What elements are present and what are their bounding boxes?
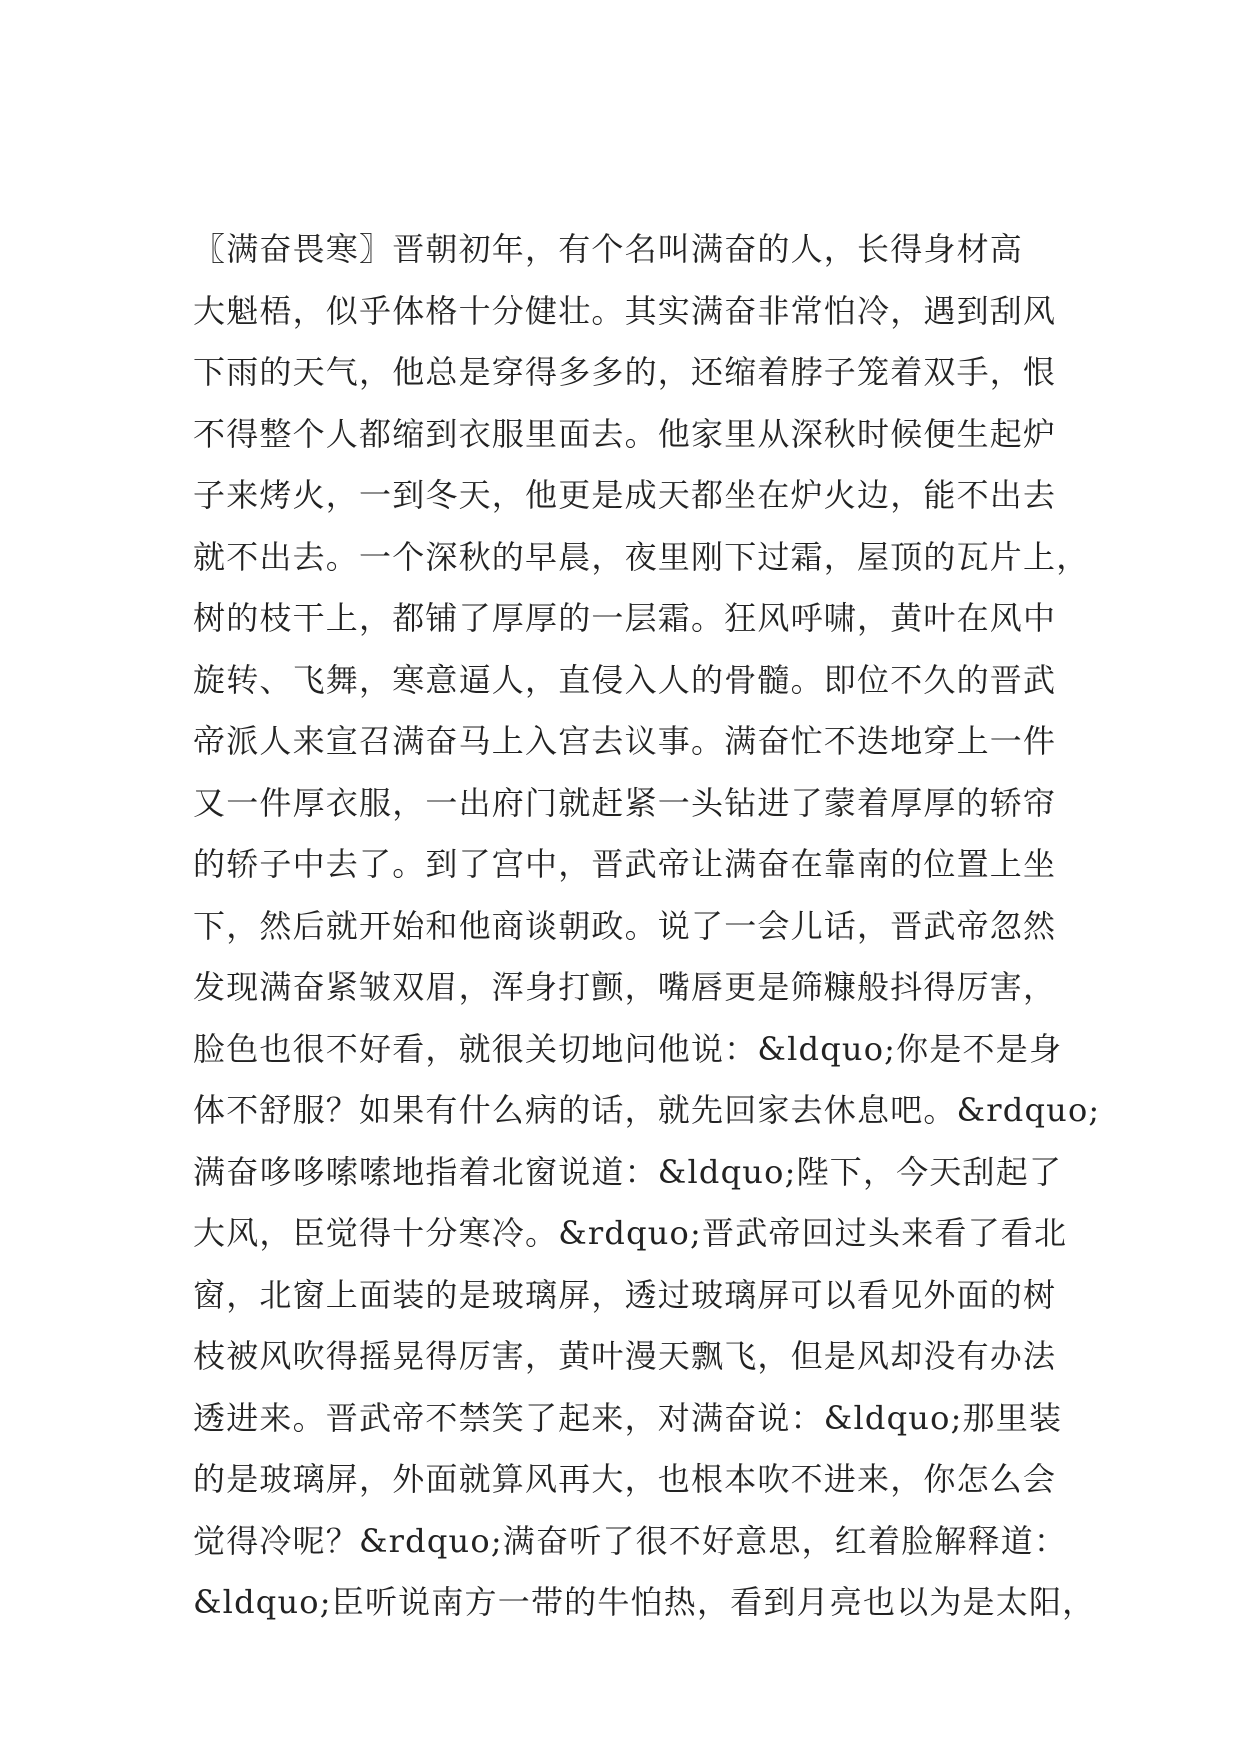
text-line: 子来烤火，一到冬天，他更是成天都坐在炉火边，能不出去 xyxy=(193,476,1057,514)
text-line: 又一件厚衣服，一出府门就赶紧一头钻进了蒙着厚厚的轿帘 xyxy=(193,783,1057,822)
text-line: 大风，臣觉得十分寒冷。&rdquo;晋武帝回过头来看了看北 xyxy=(193,1214,1068,1252)
text-line: 的轿子中去了。到了宫中，晋武帝让满奋在靠南的位置上坐 xyxy=(193,845,1057,883)
text-line: 的是玻璃屏，外面就算风再大，也根本吹不进来，你怎么会 xyxy=(193,1460,1057,1498)
text-line: 旋转、飞舞，寒意逼人，直侵入人的骨髓。即位不久的晋武 xyxy=(193,660,1057,699)
text-line: 枝被风吹得摇晃得厉害，黄叶漫天飘飞，但是风却没有办法 xyxy=(193,1337,1057,1375)
text-line: 满奋哆哆嗦嗦地指着北窗说道：&ldquo;陛下，今天刮起了 xyxy=(193,1152,1063,1191)
text-line: 树的枝干上，都铺了厚厚的一层霜。狂风呼啸，黄叶在风中 xyxy=(193,599,1057,637)
text-line: 体不舒服？如果有什么病的话，就先回家去休息吧。&rdquo; xyxy=(193,1091,1101,1129)
text-line: 脸色也很不好看，就很关切地问他说：&ldquo;你是不是身 xyxy=(193,1029,1063,1068)
text-line: 大魁梧，似乎体格十分健壮。其实满奋非常怕冷，遇到刮风 xyxy=(193,291,1057,330)
text-line: 帝派人来宣召满奋马上入宫去议事。满奋忙不迭地穿上一件 xyxy=(193,722,1057,760)
text-line: 觉得冷呢？&rdquo;满奋听了很不好意思，红着脸解释道： xyxy=(193,1521,1068,1560)
text-line: 下雨的天气，他总是穿得多多的，还缩着脖子笼着双手，恨 xyxy=(193,353,1057,391)
text-line: 发现满奋紧皱双眉，浑身打颤，嘴唇更是筛糠般抖得厉害， xyxy=(193,968,1057,1006)
text-line: 不得整个人都缩到衣服里面去。他家里从深秋时候便生起炉 xyxy=(193,414,1057,453)
body-text xyxy=(193,219,1101,1634)
text-line: 透进来。晋武帝不禁笑了起来，对满奋说：&ldquo;那里装 xyxy=(193,1398,1063,1437)
text-line: 下，然后就开始和他商谈朝政。说了一会儿话，晋武帝忽然 xyxy=(193,906,1057,945)
text-line: 就不出去。一个深秋的早晨，夜里刚下过霜，屋顶的瓦片上， xyxy=(193,537,1090,576)
text-line: 窗，北窗上面装的是玻璃屏，透过玻璃屏可以看见外面的树 xyxy=(193,1275,1057,1314)
text-line: &ldquo;臣听说南方一带的牛怕热，看到月亮也以为是太阳， xyxy=(193,1583,1096,1621)
text-line: 〖满奋畏寒〗晋朝初年，有个名叫满奋的人，长得身材高 xyxy=(193,230,1024,268)
